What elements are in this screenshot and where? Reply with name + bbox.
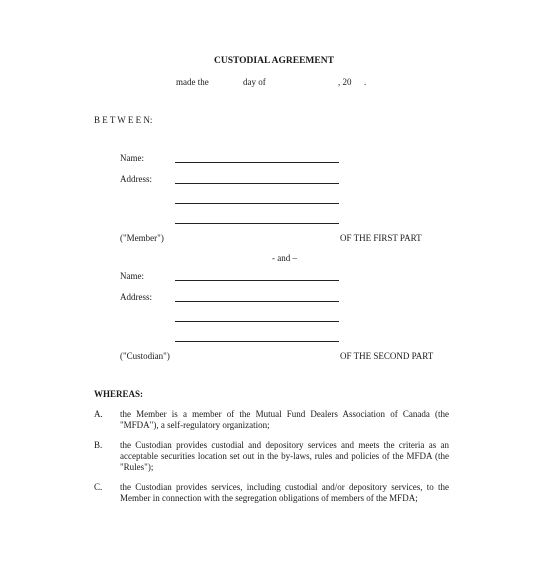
made-the-text: made the xyxy=(176,77,209,87)
clause-a-line-1: the Member is a member of the Mutual Fund Dealers Association of Canada (the xyxy=(120,409,449,419)
clause-c-line-1: the Custodian provides services, including custodial and/or depository services, to the xyxy=(120,482,449,492)
clause-c-letter: C. xyxy=(94,482,103,492)
first-party-address-line-2[interactable] xyxy=(175,203,339,204)
first-party-address-line-1[interactable] xyxy=(175,183,339,184)
clause-b-letter: B. xyxy=(94,440,103,450)
first-party-address-line-3[interactable] xyxy=(175,223,339,224)
second-party-address-line-3[interactable] xyxy=(175,341,339,342)
second-part-label: OF THE SECOND PART xyxy=(340,351,434,361)
second-party-address-line-1[interactable] xyxy=(175,301,339,302)
year-text: , 20 xyxy=(338,77,352,87)
date-period: . xyxy=(364,77,367,87)
first-party-name-label: Name: xyxy=(120,153,144,163)
clause-b-line-3: "Rules"); xyxy=(120,462,154,472)
document-title: CUSTODIAL AGREEMENT xyxy=(214,56,334,66)
first-part-label: OF THE FIRST PART xyxy=(340,233,422,243)
second-party-name-line[interactable] xyxy=(175,280,339,281)
custodian-role-label: ("Custodian") xyxy=(120,351,170,361)
first-party-name-line[interactable] xyxy=(175,162,339,163)
clause-a-line-2: "MFDA"), a self-regulatory organization; xyxy=(120,420,270,430)
clause-a-text xyxy=(120,409,449,431)
first-party-address-label: Address: xyxy=(120,174,152,184)
clause-b-text xyxy=(120,440,449,473)
clause-c-line-2: Member in connection with the segregation obligations of members of the MFDA; xyxy=(120,493,418,503)
day-of-text: day of xyxy=(243,77,266,87)
member-role-label: ("Member") xyxy=(120,233,164,243)
whereas-heading: WHEREAS: xyxy=(94,389,144,399)
clause-b-line-1: the Custodian provides custodial and depository services and meets the criteria as an xyxy=(120,440,449,450)
second-party-name-label: Name: xyxy=(120,271,144,281)
and-separator: - and – xyxy=(272,253,297,263)
clause-a-letter: A. xyxy=(94,409,103,419)
second-party-address-label: Address: xyxy=(120,292,152,302)
second-party-address-line-2[interactable] xyxy=(175,321,339,322)
between-heading: B E T W E E N: xyxy=(94,115,153,125)
clause-c-text xyxy=(120,482,449,504)
clause-b-line-2: acceptable securities location set out in the by-laws, rules and policies of the MFDA (the xyxy=(120,451,449,461)
